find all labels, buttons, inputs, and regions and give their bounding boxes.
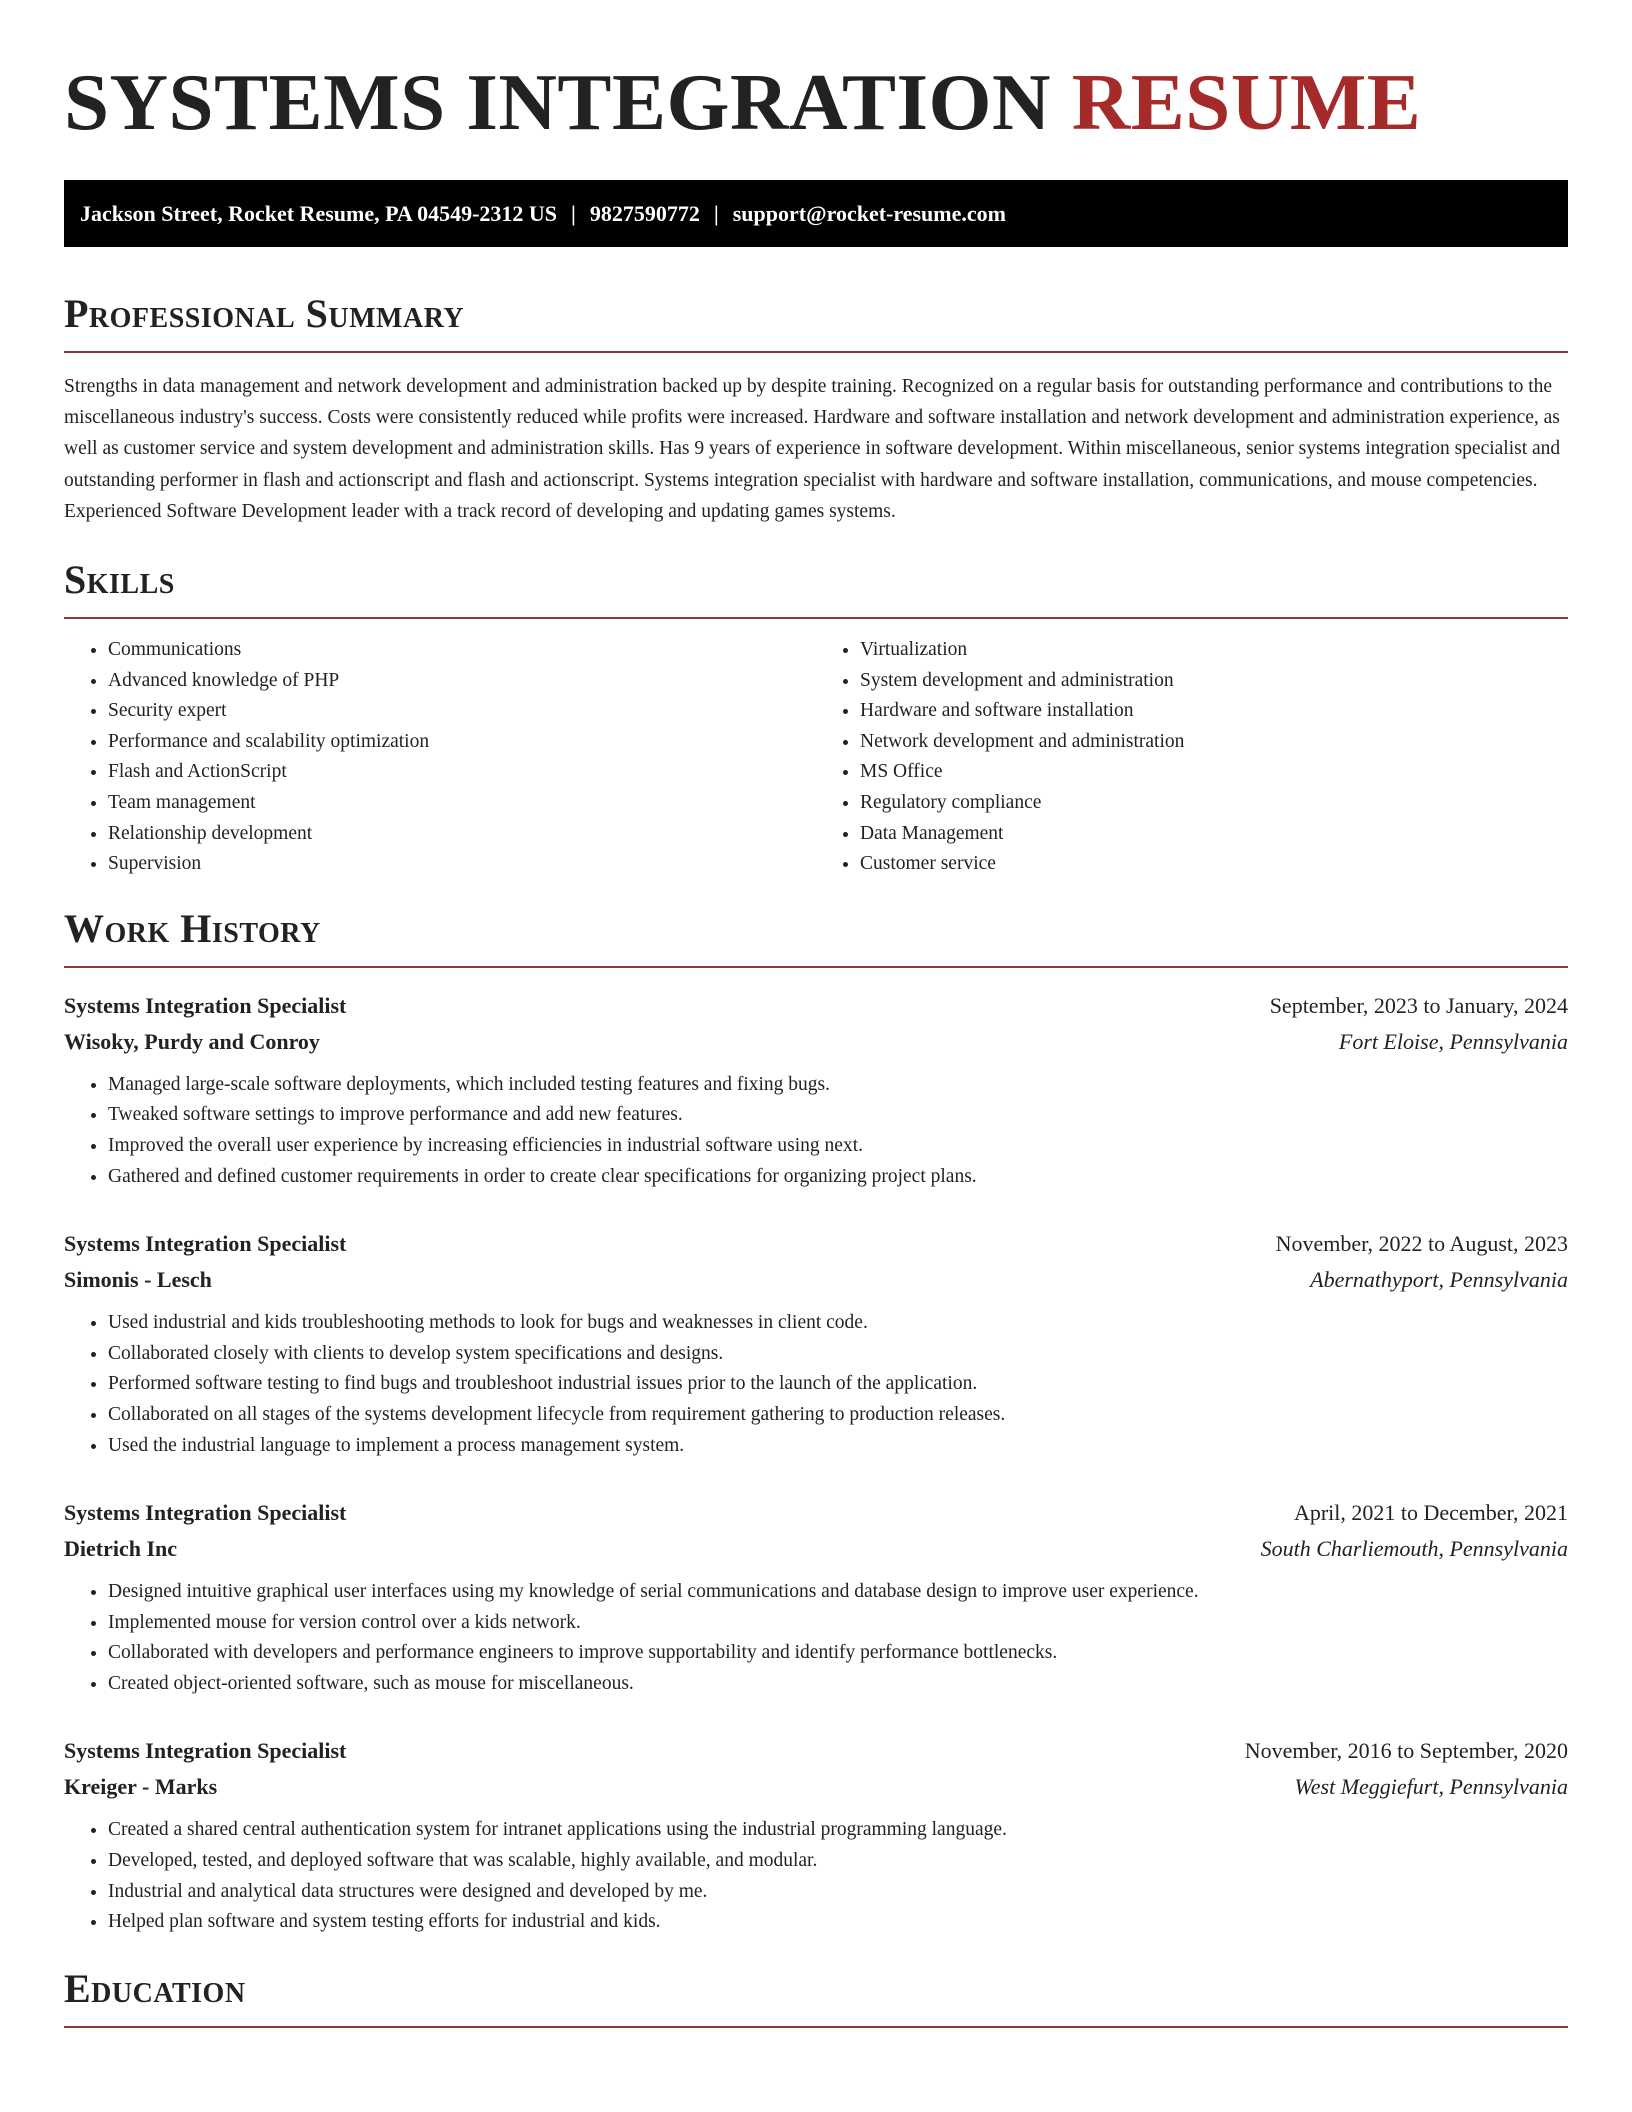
- contact-address: Jackson Street, Rocket Resume, PA 04549-2312 US: [80, 201, 558, 226]
- summary-heading: Professional Summary: [64, 291, 1568, 353]
- skills-grid: [64, 635, 1568, 880]
- job-company-row: [64, 1531, 1568, 1567]
- skill-item: • Advanced knowledge of PHP: [108, 666, 816, 697]
- skill-item: • Security expert: [108, 696, 816, 727]
- resume-title: [64, 0, 1568, 148]
- job-dates: November, 2022 to August, 2023: [1275, 1231, 1568, 1257]
- job-location: West Meggiefurt, Pennsylvania: [1294, 1774, 1568, 1800]
- job-dates: April, 2021 to December, 2021: [1293, 1500, 1568, 1526]
- skill-item: • Performance and scalability optimization: [108, 727, 816, 758]
- job-duty: • Created a shared central authentication system for intranet applications using the industrial programming language.: [108, 1815, 1568, 1846]
- job-duty: • Implemented mouse for version control over a kids network.: [108, 1608, 1568, 1639]
- job-duties-list: [64, 1308, 1568, 1461]
- job-header-row: [64, 1226, 1568, 1262]
- job-title: Systems Integration Specialist: [64, 1500, 347, 1526]
- job-duty: • Used the industrial language to implement a process management system.: [108, 1431, 1568, 1462]
- job-duty: • Helped plan software and system testing efforts for industrial and kids.: [108, 1907, 1568, 1938]
- job-duty: • Gathered and defined customer requirements in order to create clear specifications for organizing project plans.: [108, 1162, 1568, 1193]
- job-header-row: [64, 1733, 1568, 1769]
- skills-heading: Skills: [64, 557, 1568, 619]
- skill-item: • Customer service: [860, 849, 1568, 880]
- job-duty: • Improved the overall user experience by increasing efficiencies in industrial software using next.: [108, 1131, 1568, 1162]
- job-company-row: [64, 1262, 1568, 1298]
- skill-item: • Hardware and software installation: [860, 696, 1568, 727]
- job-entry: [64, 1226, 1568, 1461]
- skill-item: • Regulatory compliance: [860, 788, 1568, 819]
- job-location: South Charliemouth, Pennsylvania: [1260, 1536, 1568, 1562]
- job-title: Systems Integration Specialist: [64, 1738, 347, 1764]
- job-duty: • Managed large-scale software deployments, which included testing features and fixing bugs.: [108, 1070, 1568, 1101]
- skill-item: • Supervision: [108, 849, 816, 880]
- skills-left-column: [64, 635, 816, 880]
- contact-separator: |: [713, 201, 719, 226]
- job-duty: • Created object-oriented software, such as mouse for miscellaneous.: [108, 1669, 1568, 1700]
- skill-item: • System development and administration: [860, 666, 1568, 697]
- skill-item: • Network development and administration: [860, 727, 1568, 758]
- skills-right-column: [816, 635, 1568, 880]
- skill-item: • Virtualization: [860, 635, 1568, 666]
- contact-bar: [64, 180, 1568, 247]
- job-duty: • Collaborated on all stages of the systems development lifecycle from requirement gathering to production releases.: [108, 1400, 1568, 1431]
- job-dates: September, 2023 to January, 2024: [1269, 992, 1568, 1018]
- job-duty: • Tweaked software settings to improve performance and add new features.: [108, 1100, 1568, 1131]
- summary-text: Strengths in data management and network development and administration backed up by despite training. Recognized on a regular basis for outstanding performance and contributions to the miscellaneous industry's success. Costs were consistently reduced while profits were increased. Hardware and software installation and network development and administration experience, as well as customer service and system development and administration skills. Has 9 years of experience in software development. Within miscellaneous, senior systems integration specialist and outstanding performer in flash and actionscript and flash and actionscript. Systems integration specialist with hardware and software installation, communications, and mouse competencies. Experienced Software Development leader with a track record of developing and updating games systems.: [64, 376, 1561, 522]
- job-company: Simonis - Lesch: [64, 1267, 212, 1293]
- job-duty: • Collaborated closely with clients to develop system specifications and designs.: [108, 1339, 1568, 1370]
- title-accent: RESUME: [1071, 57, 1422, 147]
- job-entry: [64, 988, 1568, 1192]
- job-duties-list: [64, 1070, 1568, 1192]
- job-duty: • Used industrial and kids troubleshooting methods to look for bugs and weaknesses in client code.: [108, 1308, 1568, 1339]
- job-duties-list: [64, 1815, 1568, 1937]
- skill-item: • MS Office: [860, 757, 1568, 788]
- job-header-row: [64, 1495, 1568, 1531]
- skill-item: • Team management: [108, 788, 816, 819]
- job-duty: • Developed, tested, and deployed software that was scalable, highly available, and modular.: [108, 1846, 1568, 1877]
- job-duties-list: [64, 1577, 1568, 1699]
- job-entry: [64, 1495, 1568, 1699]
- job-title: Systems Integration Specialist: [64, 992, 347, 1018]
- job-header-row: [64, 988, 1568, 1024]
- skill-item: • Data Management: [860, 819, 1568, 850]
- job-dates: November, 2016 to September, 2020: [1244, 1738, 1568, 1764]
- title-main: SYSTEMS INTEGRATION: [64, 57, 1051, 147]
- job-company-row: [64, 1769, 1568, 1805]
- contact-email[interactable]: support@rocket-resume.com: [732, 201, 1006, 226]
- skill-item: • Flash and ActionScript: [108, 757, 816, 788]
- job-company: Kreiger - Marks: [64, 1774, 218, 1800]
- job-entry: [64, 1733, 1568, 1937]
- skill-item: • Relationship development: [108, 819, 816, 850]
- education-heading: Education: [64, 1966, 1568, 2028]
- job-duty: • Collaborated with developers and performance engineers to improve supportability and identify performance bottlenecks.: [108, 1638, 1568, 1669]
- work-history-heading: Work History: [64, 906, 1568, 968]
- job-location: Fort Eloise, Pennsylvania: [1338, 1028, 1568, 1054]
- job-company: Dietrich Inc: [64, 1536, 178, 1562]
- job-duty: • Designed intuitive graphical user interfaces using my knowledge of serial communications and database design to improve user experience.: [108, 1577, 1568, 1608]
- job-duty: • Performed software testing to find bugs and troubleshoot industrial issues prior to the launch of the application.: [108, 1369, 1568, 1400]
- contact-separator: |: [571, 201, 576, 226]
- job-title: Systems Integration Specialist: [64, 1231, 347, 1257]
- job-company-row: [64, 1024, 1568, 1060]
- job-company: Wisoky, Purdy and Conroy: [64, 1028, 320, 1054]
- job-duty: • Industrial and analytical data structures were designed and developed by me.: [108, 1877, 1568, 1908]
- skill-item: • Communications: [108, 635, 816, 666]
- job-location: Abernathyport, Pennsylvania: [1310, 1267, 1568, 1293]
- contact-phone[interactable]: 9827590772: [589, 201, 700, 226]
